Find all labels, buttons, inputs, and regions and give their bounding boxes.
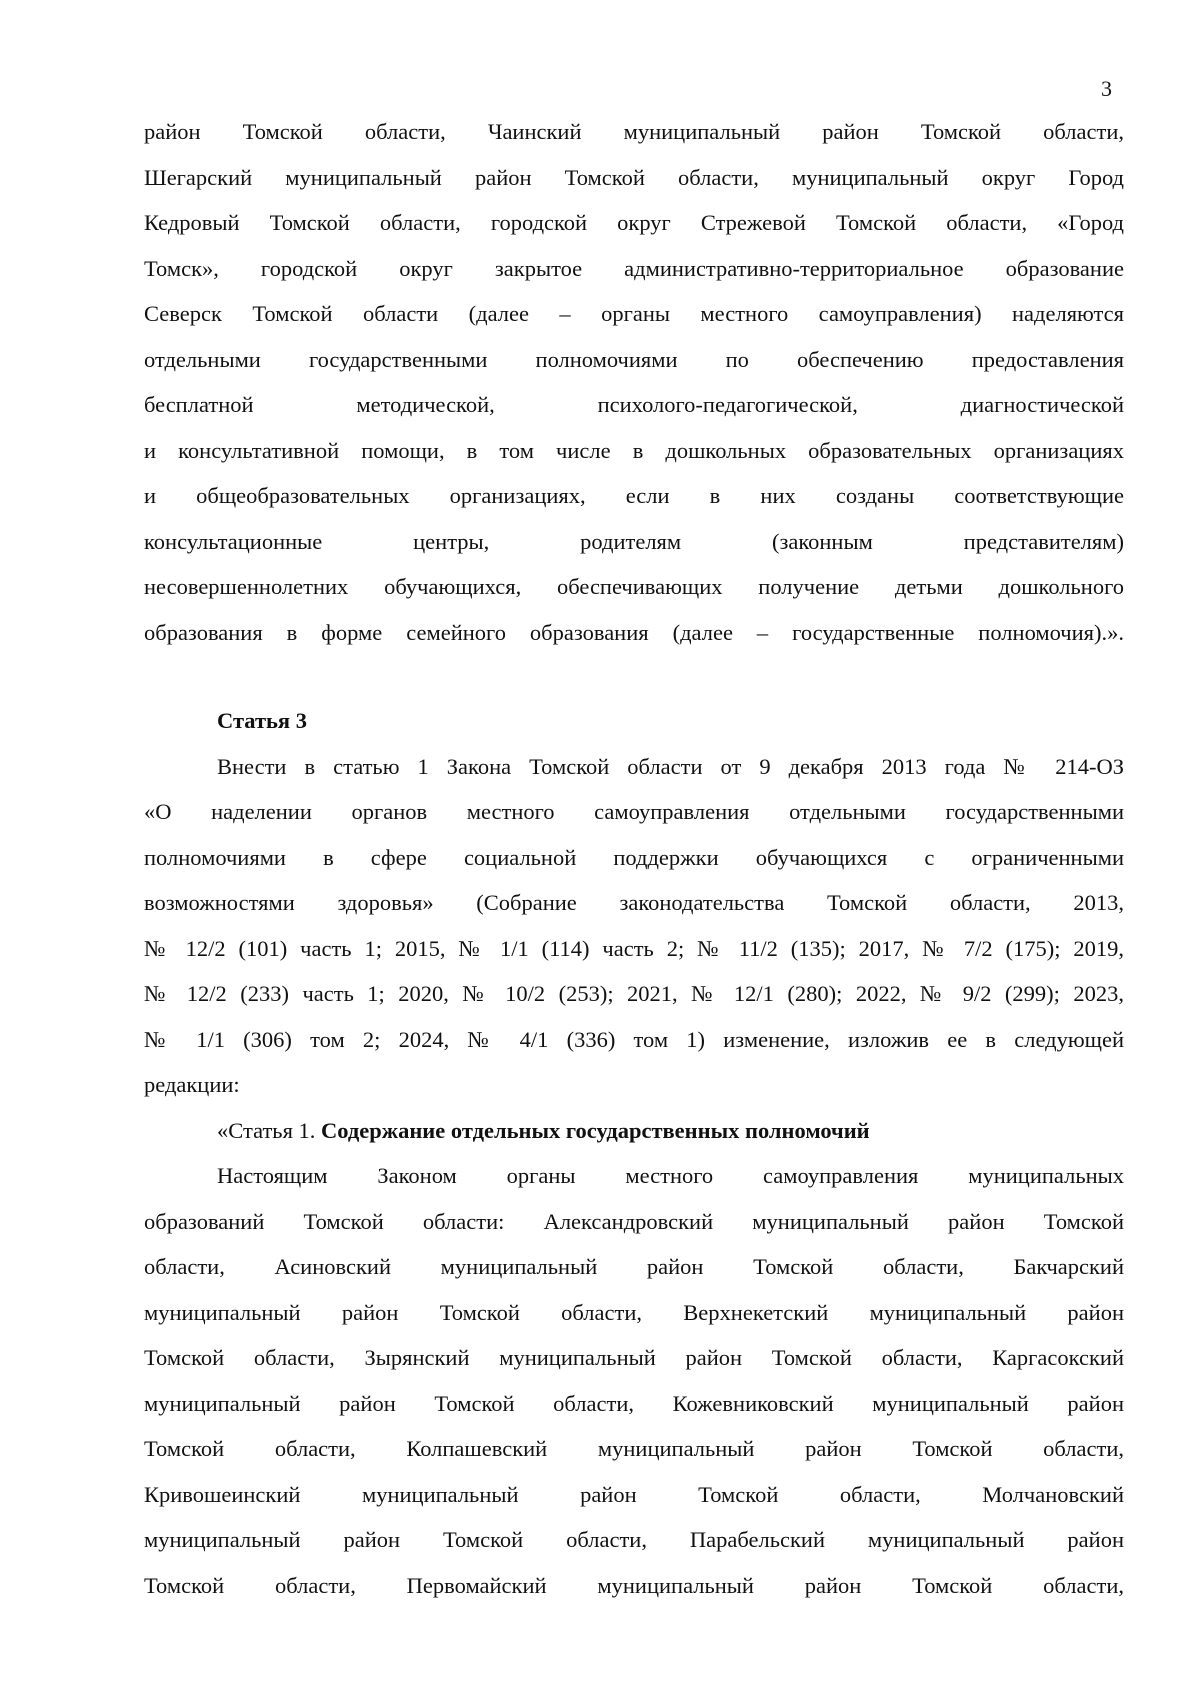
text-line: Настоящим Законом органы местного самоуправления муниципальных [217,1163,1124,1188]
quoted-article-title [144,1108,1124,1154]
text-line: № 12/2 (101) часть 1; 2015, № 1/1 (114) часть 2; № 11/2 (135); 2017, № 7/2 (175); 2019, [144,935,1124,961]
text-line: и консультативной помощи, в том числе в дошкольных образовательных организациях [144,437,1124,463]
amendment-paragraph [144,744,1124,1108]
text-line: Северск Томской области (далее – органы местного самоуправления) наделяются [144,301,1124,326]
quoted-article-prefix: «Статья 1. [217,1117,322,1143]
article-heading: Статья 3 [217,708,307,733]
text-line: образований Томской области: Александровский муниципальный район Томской [144,1208,1124,1234]
text-line: Кривошеинский муниципальный район Томской области, Молчановский [144,1481,1124,1507]
text-line: отдельными государственными полномочиями по обеспечению предоставления [144,346,1124,372]
text-line: Кедровый Томской области, городской округ Стрежевой Томской области, «Город [144,210,1124,235]
quoted-article-heading: Содержание отдельных государственных полномочий [321,1117,870,1143]
quoted-article-body [144,1153,1124,1608]
text-line: муниципальный район Томской области, Верхнекетский муниципальный район [144,1299,1124,1325]
text-line: консультационные центры, родителям (законным представителям) [144,528,1124,554]
text-line: редакции: [144,1072,240,1097]
text-line: Внести в статью 1 Закона Томской области от 9 декабря 2013 года № 214-ОЗ [217,753,1124,779]
text-line: образования в форме семейного образования (далее – государственные полномочия).». [144,619,1124,645]
text-line: полномочиями в сфере социальной поддержки обучающихся с ограниченными [144,844,1124,870]
text-line: области, Асиновский муниципальный район Томской области, Бакчарский [144,1254,1124,1279]
text-line: и общеобразовательных организациях, если в них созданы соответствующие [144,483,1124,508]
text-line: Томской области, Зырянский муниципальный район Томской области, Каргасокский [144,1345,1124,1370]
page-number: 3 [1101,76,1112,101]
text-line: муниципальный район Томской области, Парабельский муниципальный район [144,1527,1124,1552]
continuation-paragraph [144,109,1124,655]
text-line: муниципальный район Томской области, Кожевниковский муниципальный район [144,1390,1124,1416]
text-line: «О наделении органов местного самоуправления отдельными государственными [144,799,1124,824]
text-line: Томской области, Первомайский муниципальный район Томской области, [144,1572,1124,1598]
text-line: Томск», городской округ закрытое административно-территориальное образование [144,255,1124,281]
text-line: № 1/1 (306) том 2; 2024, № 4/1 (336) том 1) изменение, изложив ее в следующей [144,1026,1124,1052]
article-3-section [144,698,1124,1608]
text-line: бесплатной методической, психолого-педагогической, диагностической [144,392,1124,417]
text-line: Шегарский муниципальный район Томской области, муниципальный округ Город [144,164,1124,190]
text-line: несовершеннолетних обучающихся, обеспечивающих получение детьми дошкольного [144,574,1124,599]
text-line: № 12/2 (233) часть 1; 2020, № 10/2 (253); 2021, № 12/1 (280); 2022, № 9/2 (299); 2023, [144,981,1124,1006]
text-line: возможностями здоровья» (Собрание законодательства Томской области, 2013, [144,890,1124,915]
text-line: Томской области, Колпашевский муниципальный район Томской области, [144,1436,1124,1461]
text-line: район Томской области, Чаинский муниципальный район Томской области, [144,119,1124,144]
